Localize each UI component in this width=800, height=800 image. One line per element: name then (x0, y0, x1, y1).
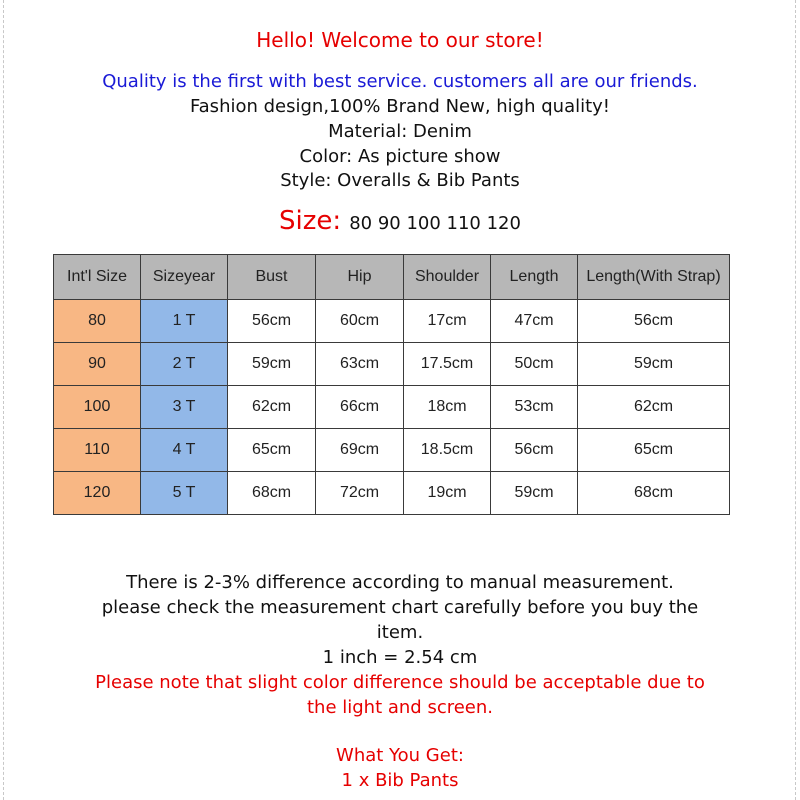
size-line (0, 206, 800, 236)
header-cell: Sizeyear (141, 255, 228, 300)
sizeyear-cell: 4 T (141, 429, 228, 472)
header-cell: Bust (228, 255, 316, 300)
table-row (54, 429, 730, 472)
length-cell: 47cm (491, 300, 578, 343)
length-strap-cell: 62cm (578, 386, 730, 429)
sizeyear-cell: 5 T (141, 472, 228, 515)
bust-cell: 65cm (228, 429, 316, 472)
hip-cell: 63cm (316, 343, 404, 386)
length-cell: 56cm (491, 429, 578, 472)
table-row (54, 300, 730, 343)
fashion-line: Fashion design,100% Brand New, high quality! (189, 96, 611, 117)
material-line: Material: Denim (328, 121, 472, 142)
welcome-heading: Hello! Welcome to our store! (256, 28, 544, 52)
shoulder-cell: 17cm (404, 300, 491, 343)
shoulder-cell: 17.5cm (404, 343, 491, 386)
bust-cell: 56cm (228, 300, 316, 343)
color-line: Color: As picture show (299, 146, 501, 167)
intl-size-cell: 80 (54, 300, 141, 343)
shoulder-cell: 18.5cm (404, 429, 491, 472)
header-cell: Shoulder (404, 255, 491, 300)
length-cell: 50cm (491, 343, 578, 386)
what-you-get-label: What You Get: (336, 745, 464, 766)
shoulder-cell: 18cm (404, 386, 491, 429)
measurement-note-line-3: item. (376, 622, 424, 643)
size-label: Size: (279, 206, 342, 236)
size-values: 80 90 100 110 120 (349, 213, 521, 234)
bust-cell: 68cm (228, 472, 316, 515)
length-strap-cell: 68cm (578, 472, 730, 515)
size-chart-table (53, 254, 730, 515)
intl-size-cell: 100 (54, 386, 141, 429)
quality-slogan: Quality is the first with best service. customers all are our friends. (102, 71, 698, 92)
hip-cell: 69cm (316, 429, 404, 472)
measurement-note-line-1: There is 2-3% difference according to manual measurement. (126, 572, 674, 593)
bust-cell: 62cm (228, 386, 316, 429)
color-note-line-1: Please note that slight color difference should be acceptable due to (95, 672, 705, 693)
shoulder-cell: 19cm (404, 472, 491, 515)
header-cell: Hip (316, 255, 404, 300)
length-cell: 53cm (491, 386, 578, 429)
length-strap-cell: 65cm (578, 429, 730, 472)
table-header-row (54, 255, 730, 300)
measurement-note-line-2: please check the measurement chart carefully before you buy the (101, 597, 699, 618)
bust-cell: 59cm (228, 343, 316, 386)
hip-cell: 66cm (316, 386, 404, 429)
table-row (54, 343, 730, 386)
intl-size-cell: 90 (54, 343, 141, 386)
table-row (54, 386, 730, 429)
hip-cell: 72cm (316, 472, 404, 515)
header-cell: Int'l Size (54, 255, 141, 300)
inch-conversion: 1 inch = 2.54 cm (322, 647, 478, 668)
length-strap-cell: 56cm (578, 300, 730, 343)
style-line: Style: Overalls & Bib Pants (280, 170, 520, 191)
length-cell: 59cm (491, 472, 578, 515)
package-item: 1 x Bib Pants (341, 770, 459, 791)
intl-size-cell: 110 (54, 429, 141, 472)
sizeyear-cell: 3 T (141, 386, 228, 429)
hip-cell: 60cm (316, 300, 404, 343)
table-row (54, 472, 730, 515)
sizeyear-cell: 2 T (141, 343, 228, 386)
intl-size-cell: 120 (54, 472, 141, 515)
length-strap-cell: 59cm (578, 343, 730, 386)
color-note-line-2: the light and screen. (306, 697, 494, 718)
header-cell: Length (491, 255, 578, 300)
header-cell: Length(With Strap) (578, 255, 730, 300)
sizeyear-cell: 1 T (141, 300, 228, 343)
